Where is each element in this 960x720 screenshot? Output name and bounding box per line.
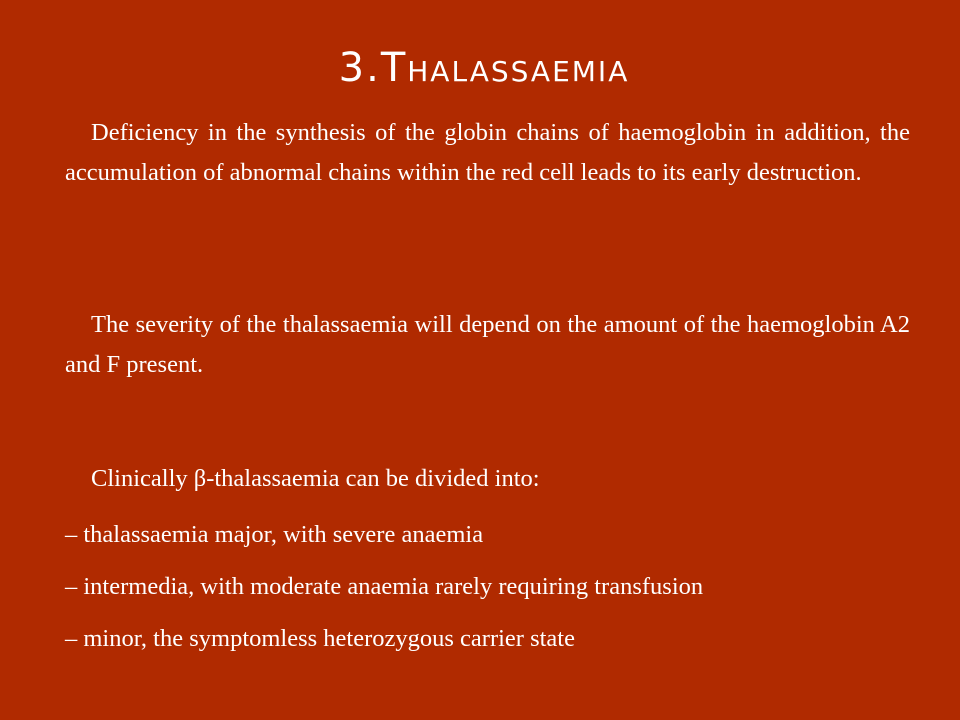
slide-title: 3.Thalassaemia — [338, 45, 630, 91]
paragraph-definition: Deficiency in the synthesis of the globin chains of haemoglobin in addition, the accumulation of abnormal chains within the red cell leads to its early destruction. — [65, 119, 910, 186]
list-item: – thalassaemia major, with severe anaemia — [65, 521, 484, 548]
list-item: – intermedia, with moderate anaemia rarely requiring transfusion — [65, 573, 704, 600]
classification-list — [65, 515, 925, 671]
paragraph-severity: The severity of the thalassaemia will depend on the amount of the haemoglobin A2 and F present. — [65, 311, 910, 378]
paragraph-classification-intro: Clinically β-thalassaemia can be divided into: — [91, 465, 540, 492]
list-item: – minor, the symptomless heterozygous carrier state — [65, 625, 575, 652]
